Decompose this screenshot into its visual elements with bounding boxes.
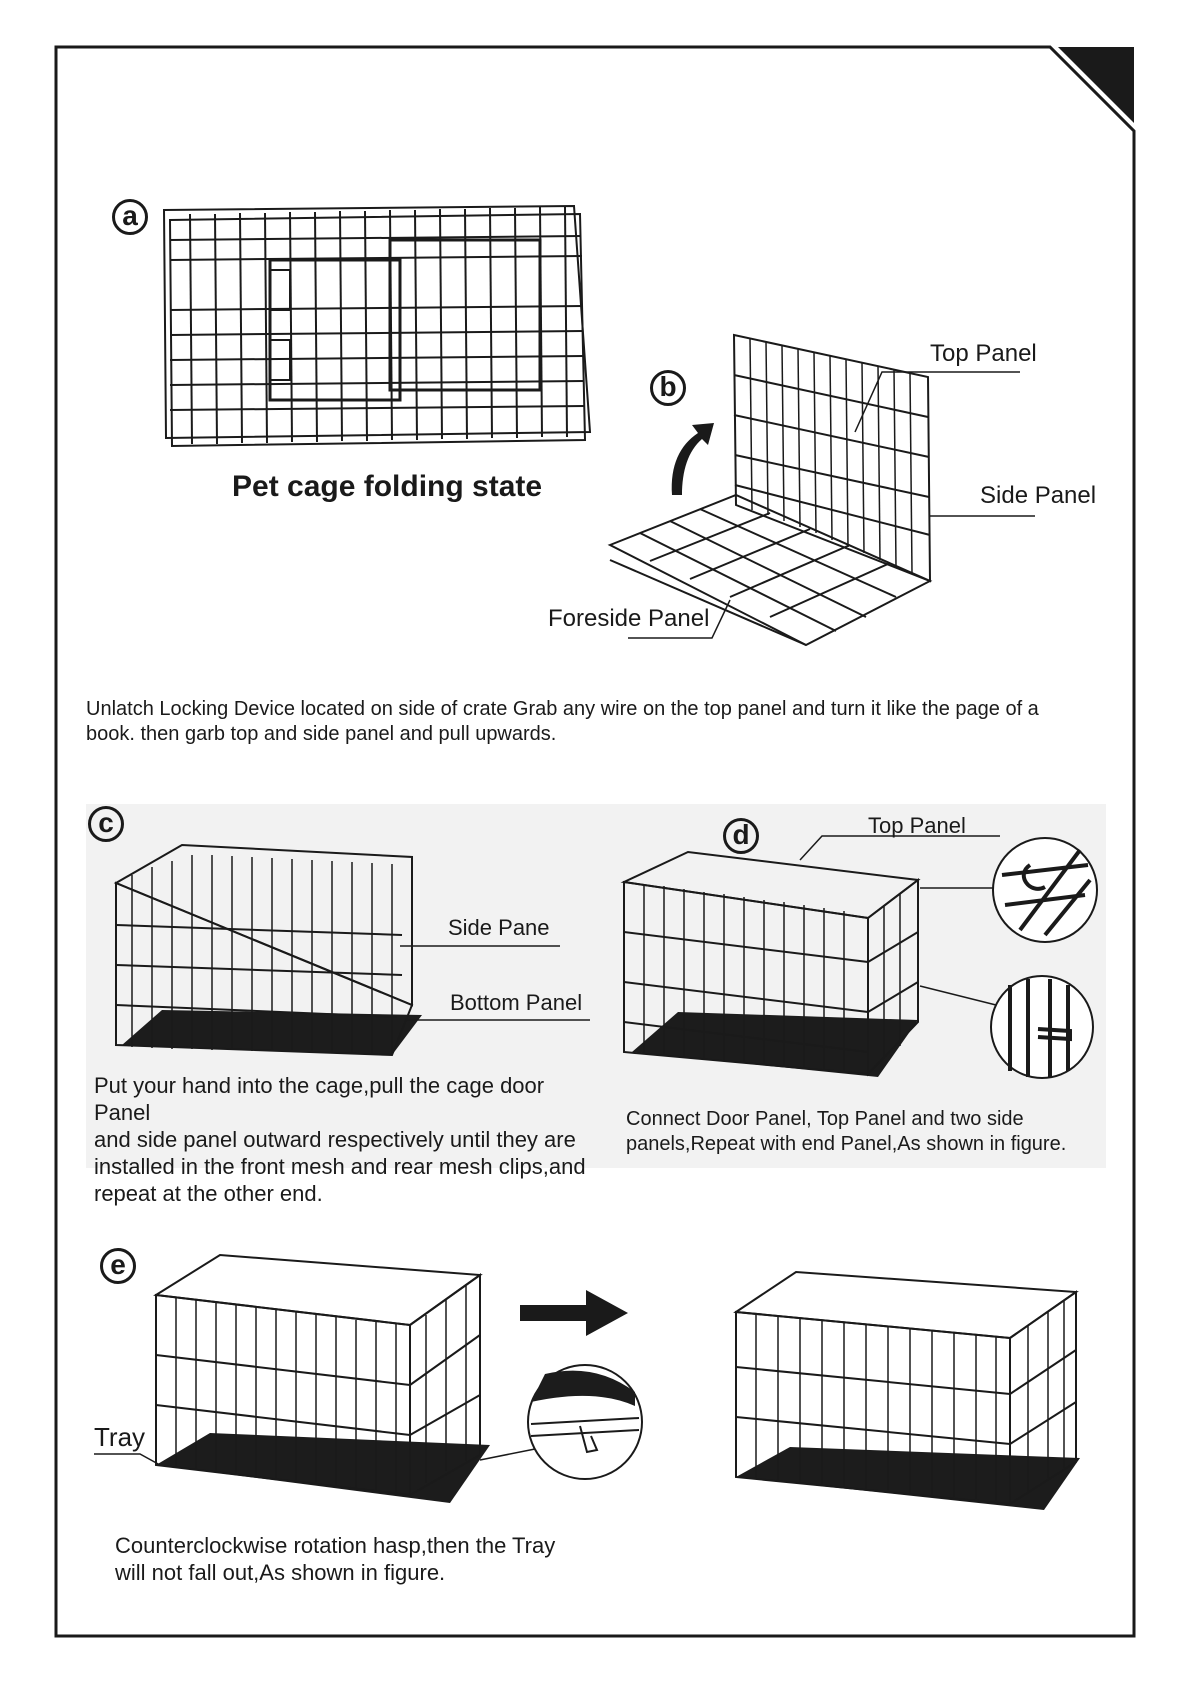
callout-top-panel-d: Top Panel bbox=[868, 813, 966, 838]
step-c-marker: c bbox=[88, 806, 124, 842]
cage-tray-after-illustration bbox=[730, 1272, 1090, 1512]
step-e-text bbox=[115, 1532, 675, 1586]
step-c-line-3: installed in the front mesh and rear mesh clips,and bbox=[94, 1154, 586, 1179]
folding-state-caption: Pet cage folding state bbox=[232, 470, 543, 503]
callout-foreside-panel: Foreside Panel bbox=[548, 605, 710, 632]
step-b-marker: b bbox=[650, 370, 686, 406]
callout-tray: Tray bbox=[94, 1422, 146, 1452]
instruction-line-1: Unlatch Locking Device located on side of crate Grab any wire on the top panel and turn it like the page of a bbox=[86, 698, 1039, 720]
callout-bottom-panel: Bottom Panel bbox=[450, 990, 583, 1015]
step-e-marker: e bbox=[100, 1248, 136, 1284]
right-arrow-icon bbox=[520, 1288, 630, 1338]
step-c-line-2: and side panel outward respectively until they are bbox=[94, 1127, 576, 1152]
callout-side-panel-b: Side Panel bbox=[980, 482, 1097, 509]
step-a-marker: a bbox=[112, 199, 148, 235]
callout-side-pane: Side Pane bbox=[448, 915, 550, 940]
step-d-line-1: Connect Door Panel, Top Panel and two side bbox=[626, 1108, 1024, 1130]
callout-top-panel-b: Top Panel bbox=[930, 340, 1037, 367]
step-c-line-4: repeat at the other end. bbox=[94, 1181, 323, 1206]
step-d-line-2: panels,Repeat with end Panel,As shown in figure. bbox=[626, 1133, 1067, 1155]
step-e-line-2: will not fall out,As shown in figure. bbox=[115, 1560, 446, 1585]
step-d-marker: d bbox=[723, 818, 759, 854]
hasp-detail-icon bbox=[525, 1362, 645, 1482]
instruction-line-2: book. then garb top and side panel and pull upwards. bbox=[86, 723, 557, 745]
step-c-line-1: Put your hand into the cage,pull the cage door Panel bbox=[94, 1073, 545, 1125]
step-e-line-1: Counterclockwise rotation hasp,then the Tray bbox=[115, 1533, 556, 1558]
